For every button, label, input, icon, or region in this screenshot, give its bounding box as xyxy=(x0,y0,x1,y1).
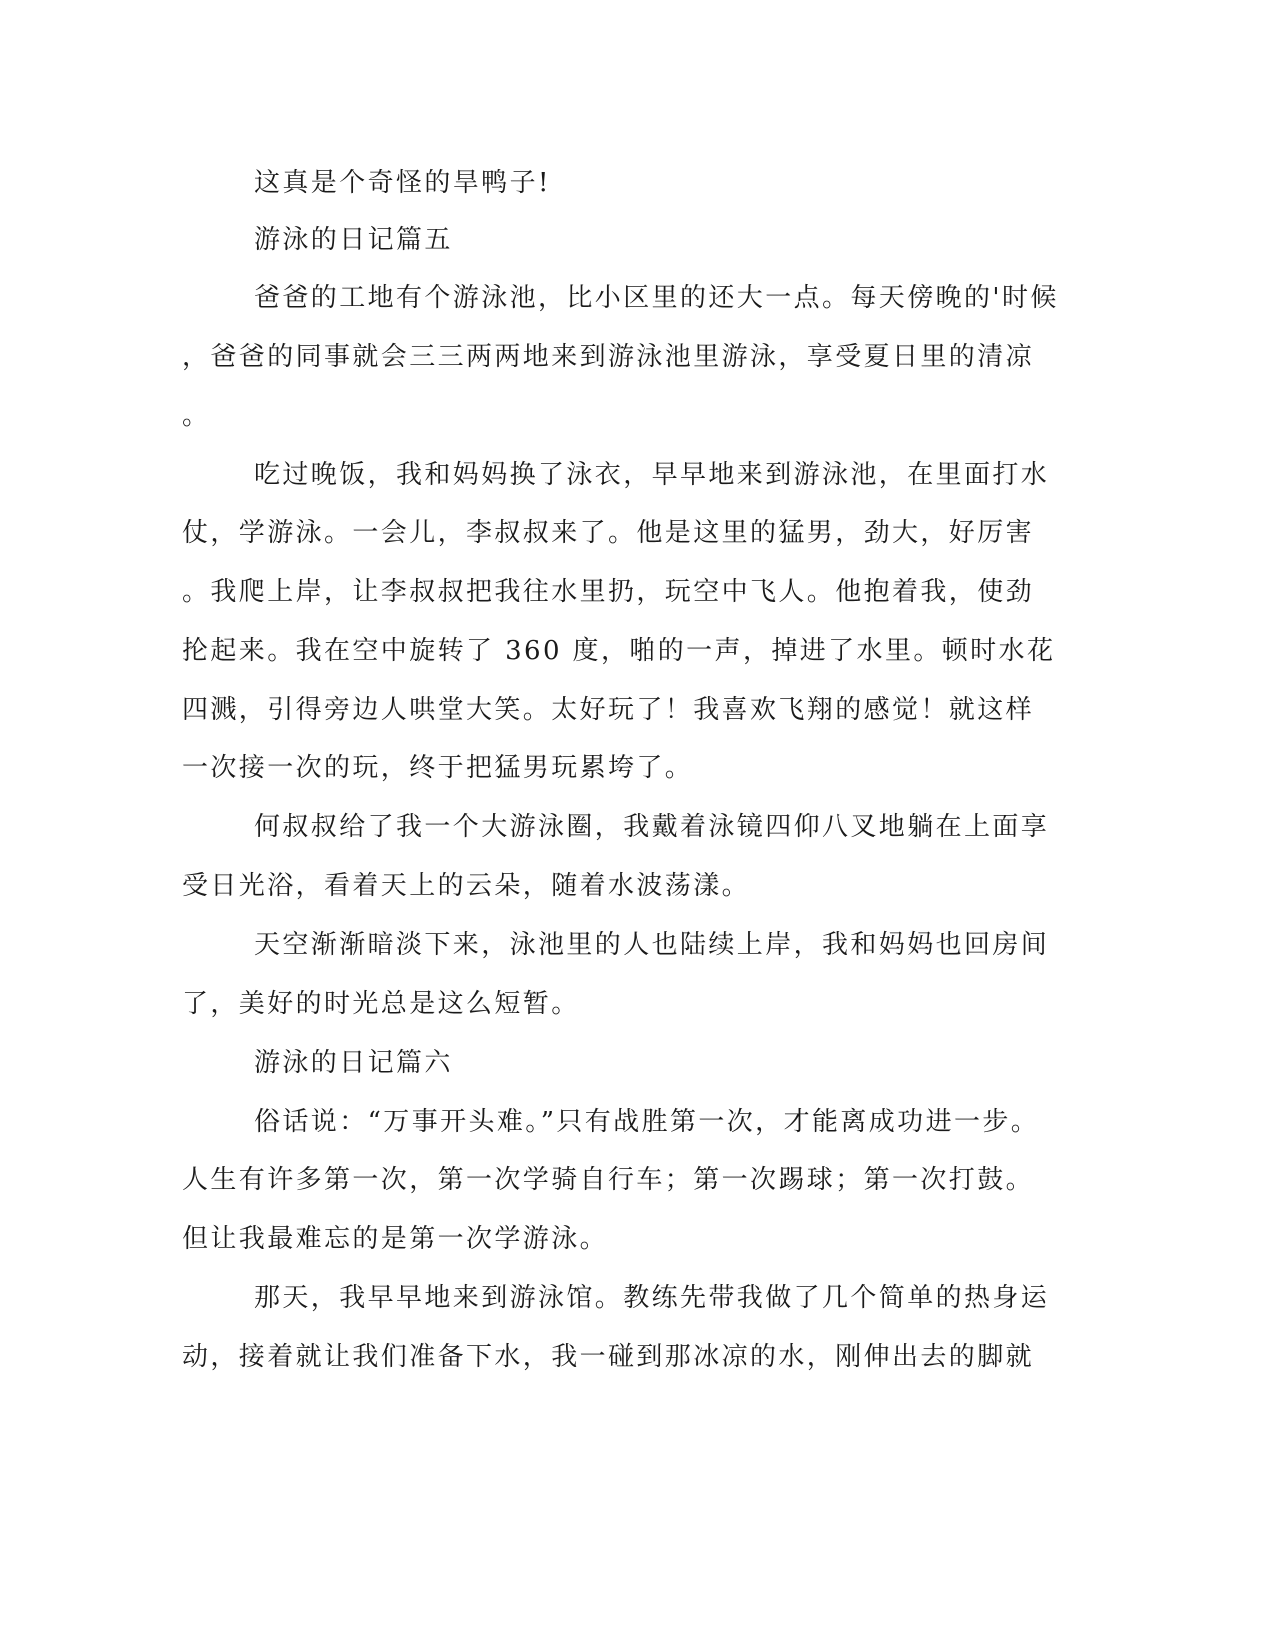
text-line: 但让我最难忘的是第一次学游泳。 xyxy=(182,1224,609,1254)
text-line: ，爸爸的同事就会三三两两地来到游泳池里游泳，享受夏日里的清凉 xyxy=(182,342,1035,372)
text-line: 俗话说：“万事开头难。”只有战胜第一次，才能离成功进一步。 xyxy=(254,1107,1040,1137)
text-line: 受日光浴，看着天上的云朵，随着水波荡漾。 xyxy=(182,871,751,901)
text-line: 了，美好的时光总是这么短暂。 xyxy=(182,989,580,1019)
text-line: 吃过晚饭，我和妈妈换了泳衣，早早地来到游泳池，在里面打水 xyxy=(254,460,1050,490)
text-line: 天空渐渐暗淡下来，泳池里的人也陆续上岸，我和妈妈也回房间 xyxy=(254,930,1050,960)
text-line: 一次接一次的玩，终于把猛男玩累垮了。 xyxy=(182,753,694,783)
text-line: 抡起来。我在空中旋转了 360 度，啪的一声，掉进了水里。顿时水花 xyxy=(182,636,1056,666)
text-line: 爸爸的工地有个游泳池，比小区里的还大一点。每天傍晚的'时候 xyxy=(254,283,1059,313)
text-line: 。我爬上岸，让李叔叔把我往水里扔，玩空中飞人。他抱着我，使劲 xyxy=(182,577,1035,607)
section-heading: 游泳的日记篇五 xyxy=(254,225,453,255)
text-line: 这真是个奇怪的旱鸭子! xyxy=(254,168,551,198)
text-line: 仗，学游泳。一会儿，李叔叔来了。他是这里的猛男，劲大，好厉害 xyxy=(182,518,1035,548)
text-line: 那天，我早早地来到游泳馆。教练先带我做了几个简单的热身运 xyxy=(254,1283,1050,1313)
text-line: 何叔叔给了我一个大游泳圈，我戴着泳镜四仰八叉地躺在上面享 xyxy=(254,812,1050,842)
text-line: 动，接着就让我们准备下水，我一碰到那冰凉的水，刚伸出去的脚就 xyxy=(182,1342,1035,1372)
text-line: 。 xyxy=(182,401,211,431)
text-line: 四溅，引得旁边人哄堂大笑。太好玩了！我喜欢飞翔的感觉！就这样 xyxy=(182,695,1035,725)
text-line: 人生有许多第一次，第一次学骑自行车；第一次踢球；第一次打鼓。 xyxy=(182,1165,1035,1195)
section-heading: 游泳的日记篇六 xyxy=(254,1048,453,1078)
